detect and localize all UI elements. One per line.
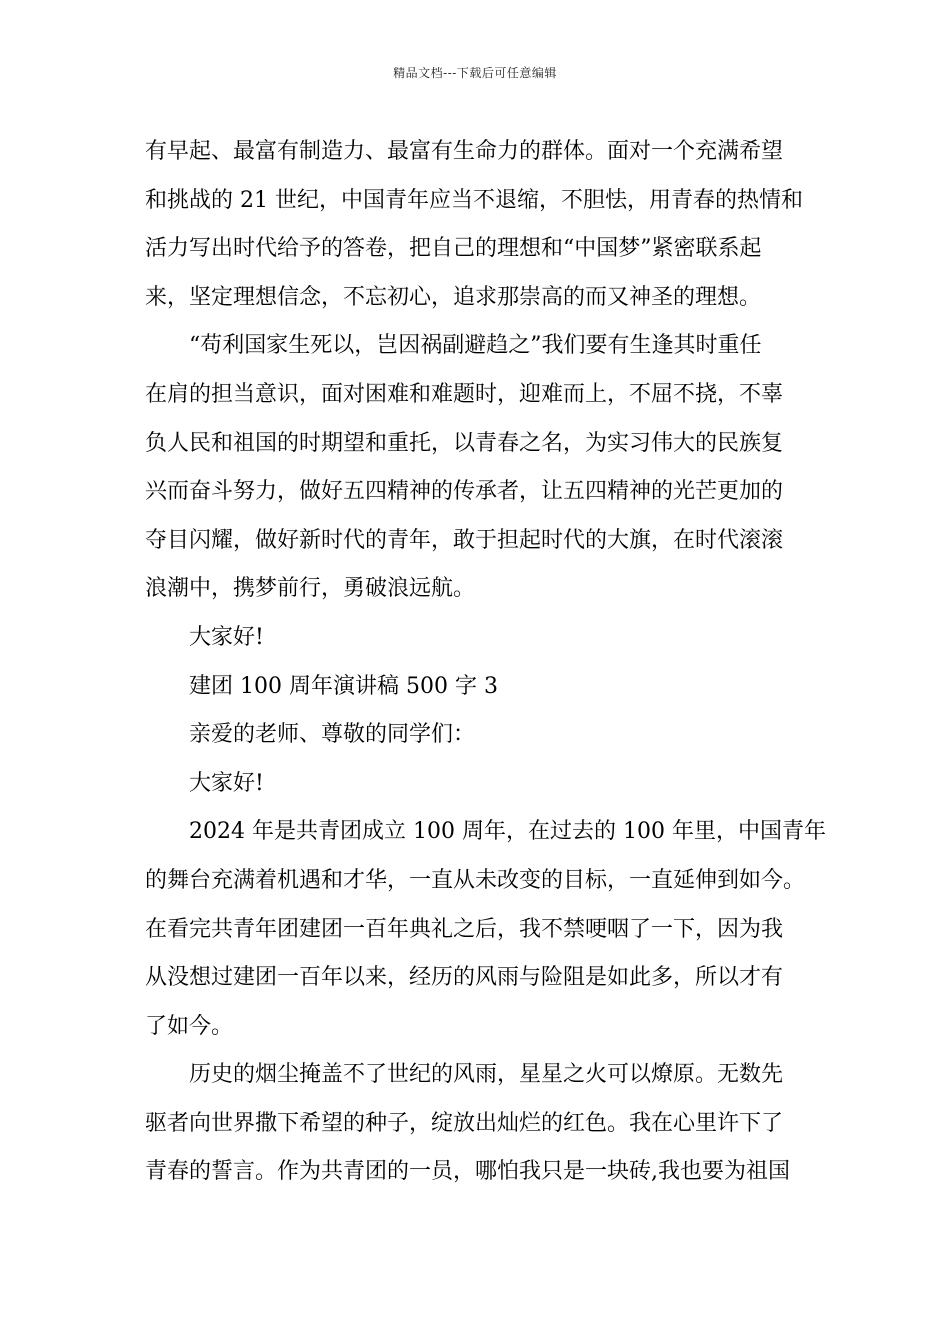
body-line: 从没想过建团一百年以来，经历的风雨与险阻是如此多，所以才有 — [145, 965, 784, 991]
document-body — [145, 128, 826, 1197]
body-line: 2024 年是共青团成立 100 周年，在过去的 100 年里，中国青年 — [189, 819, 826, 845]
body-line: 来，坚定理想信念，不忘初心，追求那崇高的而又神圣的理想。 — [145, 284, 762, 310]
body-line: 负人民和祖国的时期望和重托，以青春之名，为实习伟大的民族复 — [145, 430, 784, 456]
body-line: 活力写出时代给予的答卷，把自己的理想和“中国梦”紧密联系起 — [145, 236, 762, 262]
body-line: 青春的誓言。作为共青团的一员，哪怕我只是一块砖,我也要为祖国 — [145, 1159, 790, 1185]
body-line: 在肩的担当意识，面对困难和难题时，迎难而上，不屈不挠，不辜 — [145, 381, 784, 407]
greeting-line: 大家好! — [189, 624, 264, 650]
body-line: 浪潮中，携梦前行，勇破浪远航。 — [145, 576, 476, 602]
body-line: 和挑战的 21 世纪，中国青年应当不退缩，不胆怯，用青春的热情和 — [145, 187, 803, 213]
header-note: 精品文档---下载后可任意编辑 — [393, 66, 557, 80]
body-line: 的舞台充满着机遇和才华，一直从未改变的目标，一直延伸到如今。 — [145, 867, 806, 893]
greeting-line: 大家好! — [189, 770, 264, 796]
body-line: 历史的烟尘掩盖不了世纪的风雨，星星之火可以燎原。无数先 — [189, 1062, 784, 1088]
body-line: 了如今。 — [145, 1013, 234, 1039]
body-line: 有早起、最富有制造力、最富有生命力的群体。面对一个充满希望 — [145, 139, 784, 164]
section-title: 建团 100 周年演讲稿 500 字 3 — [189, 673, 498, 699]
salutation-line: 亲爱的老师、尊敬的同学们： — [189, 722, 476, 748]
body-line: 驱者向世界撒下希望的种子，绽放出灿烂的红色。我在心里许下了 — [145, 1110, 784, 1136]
body-line: 夺目闪耀，做好新时代的青年，敢于担起时代的大旗，在时代滚滚 — [145, 527, 784, 553]
body-line: 在看完共青年团建团一百年典礼之后，我不禁哽咽了一下，因为我 — [145, 916, 784, 942]
body-line: “苟利国家生死以，岂因祸副避趋之”我们要有生逢其时重任 — [189, 333, 762, 359]
body-line: 兴而奋斗努力，做好五四精神的传承者，让五四精神的光芒更加的 — [145, 479, 784, 505]
